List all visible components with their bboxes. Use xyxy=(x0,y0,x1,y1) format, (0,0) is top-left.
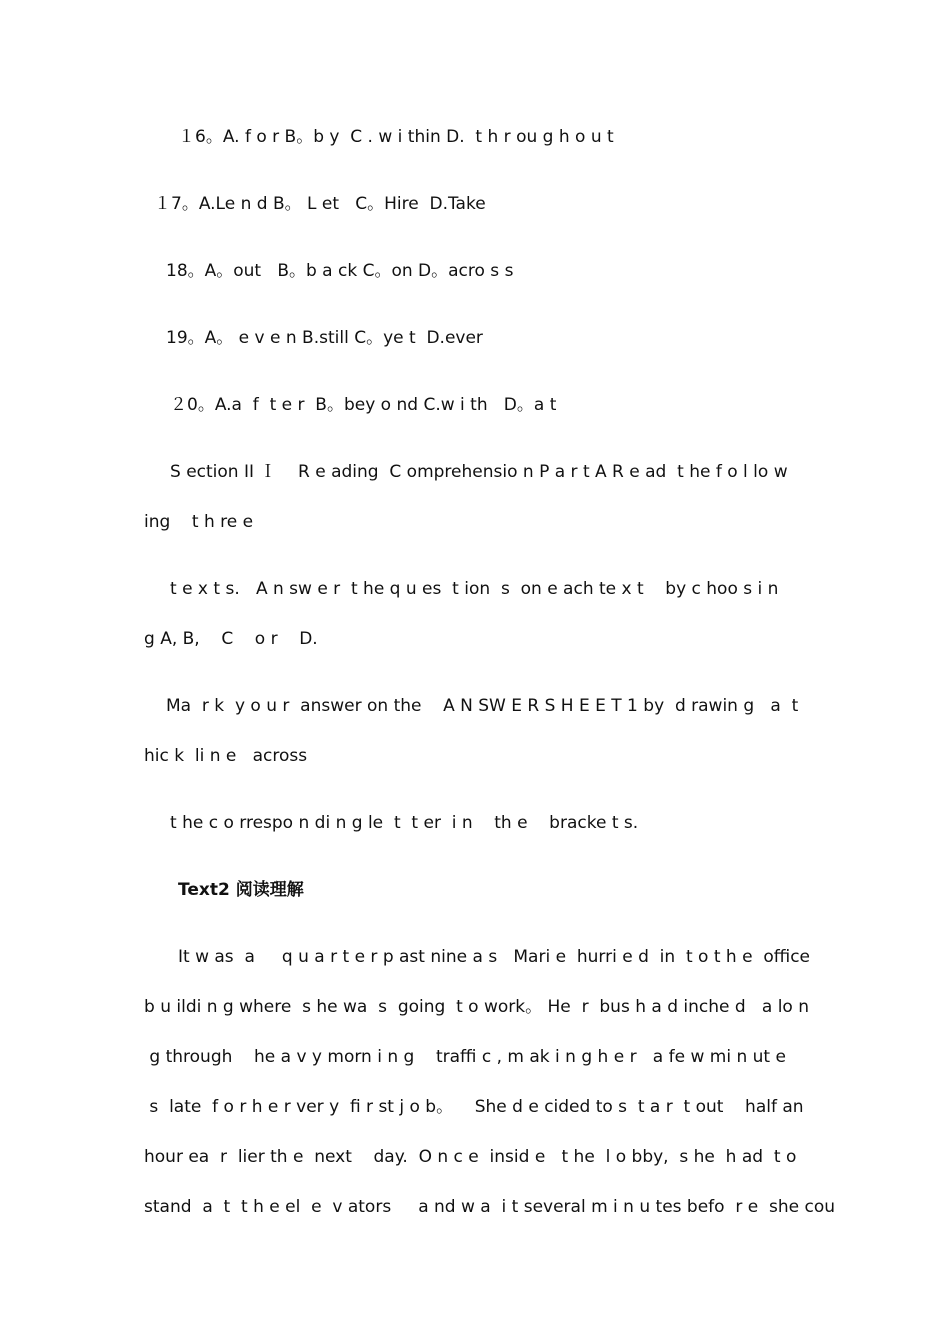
instruction-line: Ma r k y o u r answer on the A N SW E R S H E E T 1 by d rawin g a t xyxy=(166,696,799,716)
option-line-17: １7。A.Le n d B。 L et C。Hire D.Take xyxy=(154,194,486,214)
passage-line: It w as a q u a r t e r p ast nine a s Mari e hurri e d in t o t h e office xyxy=(178,947,811,967)
instruction-line: hic k li n e across xyxy=(144,746,308,766)
instruction-line: ing t h re e xyxy=(144,512,254,532)
passage-line: s late f o r h e r ver y fi r st j o b。 She d e cided to s t a r t out half an xyxy=(144,1097,804,1117)
passage-line: hour ea r lier th e next day. O n c e insid e t he l o bby, s he h ad t o xyxy=(144,1147,797,1167)
option-line-20: ２0。A.a f t e r B。bey o nd C.w i th D。a t xyxy=(170,395,557,415)
instruction-line: t he c o rrespo n di n g le t t er i n th e bracke t s. xyxy=(170,813,639,833)
passage-line: g through he a v y morn i n g traffi c , m ak i n g h e r a fe w mi n ut e xyxy=(144,1047,786,1067)
option-line-18: 18。A。out B。b a ck C。on D。acro s s xyxy=(166,261,514,281)
section-title: Text2 阅读理解 xyxy=(178,880,304,900)
option-line-19: 19。A。 e v e n B.still C。ye t D.ever xyxy=(166,328,483,348)
instruction-line: g A, B, C o r D. xyxy=(144,629,318,649)
instruction-line: S ection II Ｉ R e ading C omprehensio n P a r t A R e ad t he f o l lo w xyxy=(170,462,788,482)
option-line-16: １6。A. f o r B。b y C . w i thin D. t h r ou g h o u t xyxy=(178,127,614,147)
passage-line: b u ildi n g where s he wa s going t o work。 He r bus h a d inche d a lo n xyxy=(144,997,810,1017)
passage-line: stand a t t h e el e v ators a nd w a i t several m i n u tes befo r e she cou xyxy=(144,1197,836,1217)
instruction-line: t e x t s. A n sw e r t he q u es t ion s on e ach te x t by c hoo s i n xyxy=(170,579,779,599)
